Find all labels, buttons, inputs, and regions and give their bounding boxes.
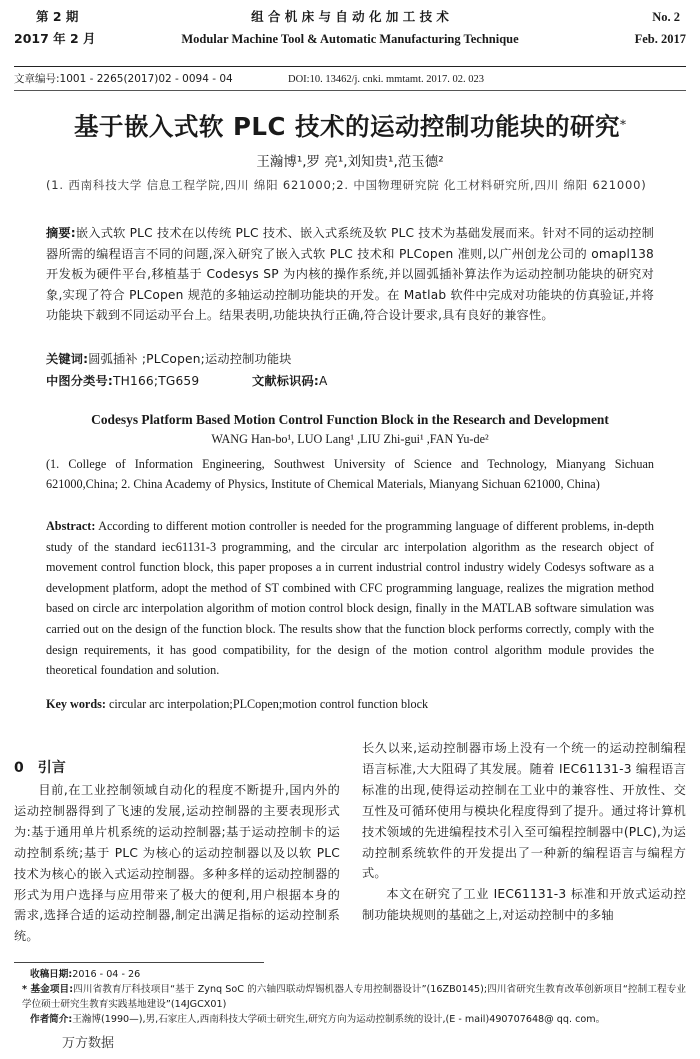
document-code — [252, 371, 328, 392]
journal-header — [14, 8, 686, 64]
affiliations-en: (1. College of Information Engineering, Southwest University of Science and Technology, Mianyang Sichuan 621000,China; 2. China Academy of Physics, Institute of Chemical Materials, Mianyang Sichuan 621000, China) — [46, 457, 654, 491]
fund-note — [22, 982, 686, 1012]
keywords-cn-label: 关键词: — [46, 352, 89, 366]
clc-label: 中图分类号: — [46, 374, 114, 388]
journal-title-en: Modular Machine Tool & Automatic Manufacturing Technique — [181, 32, 519, 46]
watermark: 万方数据 — [62, 1036, 115, 1051]
abstract-en — [46, 516, 654, 681]
abstract-en-text: According to different motion controller is needed for the programming language of different problems, in-depth study of the standard iec61131-3 programming, and the circular arc interpolation algorithm as the research object of movement control function block, this paper proposes a in current industrial control industry widely Codesys software as a development platform, adopt the method of ST combined with CFC programming language, realizes the migration method based on circle arc interpolation algorithm of motion control block design, finally in the MATLAB software simulation was carried out on the design of the function block. The results show that the function block performs correctly, comply with the design requirements, it has good compatibility, for the design of the motion control algorithm module provides the theoretical foundation and solution. — [46, 519, 654, 678]
authors-en: WANG Han-bo¹, LUO Lang¹ ,LIU Zhi-gui¹ ,FAN Yu-de² — [211, 432, 489, 446]
section-heading — [14, 757, 66, 777]
abstract-cn-label: 摘要: — [46, 226, 76, 240]
article-number: 文章编号:1001 - 2265(2017)02 - 0094 - 04 — [14, 73, 233, 85]
abstract-en-label: Abstract: — [46, 519, 96, 533]
received-label: 收稿日期: — [30, 969, 73, 980]
issue-en: No. 2 — [652, 10, 680, 24]
date-cn: 2017 年 2 月 — [14, 31, 96, 46]
keywords-en-text: circular arc interpolation;PLCopen;motion control function block — [108, 697, 429, 711]
abstract-cn — [46, 223, 654, 326]
fund-label: * 基金项目: — [22, 984, 74, 995]
intro-paragraph-2: 长久以来,运动控制器市场上没有一个统一的运动控制编程语言标准,大大阻碍了其发展。随着 IEC61131-3 编程语言标准的出现,使得运动控制在工业中的兼容性、开放性、交互性及可循环使用与模块化程度得到了提升。通过将计算机技术领域的先进编程技术引入至可编程控制器中(PLC),为运动控制系统软件的开发提出了一种新的编程语言与编程方式。 — [362, 741, 686, 881]
author-value: 王瀚博(1990—),男,石家庄人,西南科技大学硕士研究生,研究方向为运动控制系统的设计,(E - mail)490707648@ qq. com。 — [72, 1014, 606, 1025]
clc-text: TH166;TG659 — [113, 374, 200, 388]
abstract-cn-text: 嵌入式软 PLC 技术在以传统 PLC 技术、嵌入式系统及软 PLC 技术为基础发展而来。针对不同的运动控制器所需的编程语言不同的问题,深入研究了嵌入式软 PLC 技术和 PLCopen 准则,以广州创龙公司的 omapl138 开发板为硬件平台,移植基于 Codesys SP 为内核的操作系统,并以圆弧插补算法作为运动控制功能块的研究对象,实现了符合 PLCopen 规范的多轴运动控制功能块的开发。在 Matlab 软件中完成对功能块的仿真验证,并将功能块下载到不同运动平台上。结果表明,功能块执行正确,符合设计要求,具有良好的兼容性。 — [46, 226, 654, 322]
footnotes — [22, 967, 686, 1027]
section-title: 引言 — [37, 760, 66, 776]
intro-paragraph-1: 目前,在工业控制领域自动化的程度不断提升,国内外的运动控制器得到了飞速的发展,运动控制器的主要表现形式为:基于通用单片机系统的运动控制器;基于运动控制卡的运动控制系统;基于 PLC 为核心的运动控制器以及以软 PLC 技术为核心的嵌入式运动控制器。多种多样的运动控制器的形式为用户选择与应用带来了极大的便利,用户根据本身的需求,选择合适的运动控制器,制定出满足指标的运动控制系统。 — [14, 783, 340, 944]
section-number: 0 — [14, 760, 24, 776]
authors-cn: 王瀚博¹,罗 亮¹,刘知贵¹,范玉德² — [256, 154, 444, 170]
intro-paragraph-3: 本文在研究了工业 IEC61131-3 标准和开放式运动控制功能块规则的基础之上,对运动控制中的多轴 — [362, 887, 686, 923]
doc-code-text: A — [319, 374, 328, 388]
keywords-en — [46, 694, 428, 714]
affiliations-cn: (1. 西南科技大学 信息工程学院,四川 绵阳 621000;2. 中国物理研究院 化工材料研究所,四川 绵阳 621000) — [46, 178, 647, 192]
header-rule — [14, 66, 686, 67]
author-bio — [30, 1012, 686, 1027]
received-value: 2016 - 04 - 26 — [72, 969, 141, 980]
fund-value: 四川省教育厅科技项目“基于 Zynq SoC 的六轴四联动焊锡机器人专用控制器设计”(16ZB0145);四川省研究生教育改革创新项目“控制工程专业学位硕士研究生教育实践基地建设”(14JGCX01) — [22, 984, 686, 1010]
clc-number — [46, 371, 199, 392]
doc-code-label: 文献标识码: — [252, 374, 320, 388]
paper-title-en: Codesys Platform Based Motion Control Function Block in the Research and Development — [91, 412, 609, 427]
received-date — [30, 967, 686, 982]
date-en: Feb. 2017 — [634, 32, 686, 46]
title-block — [0, 108, 700, 143]
paper-title-cn: 基于嵌入式软 PLC 技术的运动控制功能块的研究 — [73, 112, 621, 141]
meta-rule — [14, 90, 686, 91]
intro-right-column — [362, 738, 686, 926]
intro-left-column — [14, 780, 340, 947]
journal-title-cn: 组 合 机 床 与 自 动 化 加 工 技 术 — [251, 9, 449, 24]
issue-cn: 第 2 期 — [36, 9, 79, 24]
keywords-cn-text: 圆弧插补 ;PLCopen;运动控制功能块 — [88, 352, 292, 366]
doi: DOI:10. 13462/j. cnki. mmtamt. 2017. 02. 023 — [288, 74, 484, 85]
title-footnote-mark: * — [620, 117, 627, 132]
author-label: 作者简介: — [30, 1014, 73, 1025]
keywords-cn — [46, 349, 292, 370]
keywords-en-label: Key words: — [46, 697, 106, 711]
footnote-rule — [14, 962, 264, 963]
